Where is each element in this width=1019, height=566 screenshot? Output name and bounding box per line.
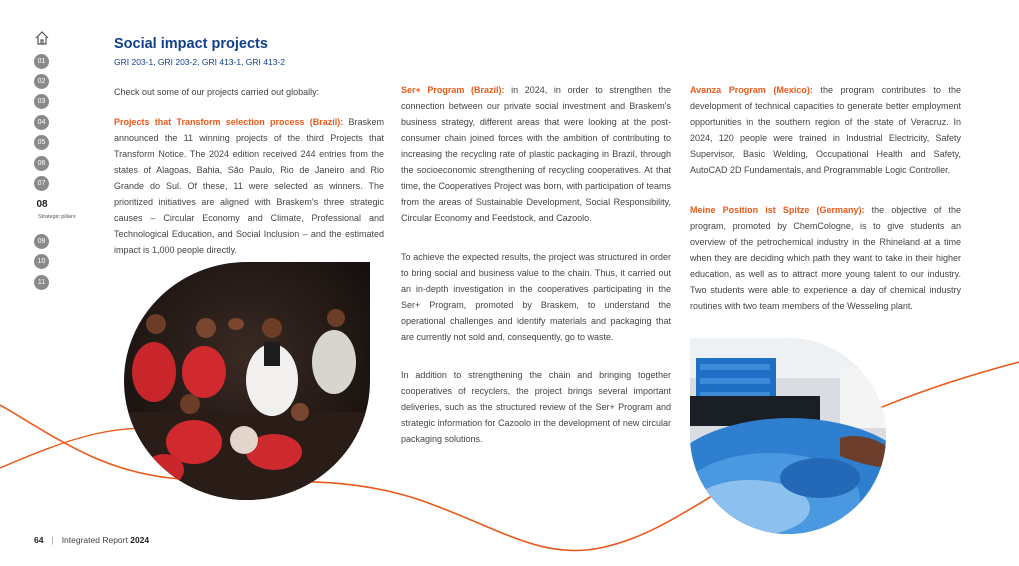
home-icon[interactable] — [34, 30, 50, 46]
nav-item-04[interactable]: 04 — [34, 115, 49, 130]
children-dancers-photo — [124, 262, 370, 500]
nav-item-10[interactable]: 10 — [34, 254, 49, 269]
expected-results-paragraph: To achieve the expected results, the project was structured in order to bring social and business value to the chain. Thus, it carried out an in-depth investigation in the cooperatives participating in the Ser+ Program, promoted by Braskem, to understand the operational challenges and identify materials and packaging that are currently not sold and, consequently, go to waste. — [401, 252, 671, 342]
meine-position-paragraph — [690, 202, 961, 314]
projects-that-transform-paragraph — [114, 114, 384, 258]
nav-item-08-active[interactable]: 08 — [36, 199, 48, 210]
nav-item-02[interactable]: 02 — [34, 74, 49, 89]
nav-item-03[interactable]: 03 — [34, 94, 49, 109]
intro-text: Check out some of our projects carried out globally: — [114, 87, 320, 97]
page-number: 64 — [34, 535, 44, 545]
nav-item-05[interactable]: 05 — [34, 135, 49, 150]
paragraph-heading: Ser+ Program (Brazil): — [401, 85, 505, 95]
paragraph-body: Braskem announced the 11 winning projects of the third Projects that Transform Notice. The 2024 edition received 244 entries from the states of Alagoas, Bahia, São Paulo, Rio de Janeiro and Rio Grande do Sul. Of these, 11 were selected as winners. The prioritized initiatives are aligned with Braskem's three strategic causes – Circular Economy and Climate, Professional and Technological Education, and Social Inclusion – and the estimated impact is 1,000 people directly. — [114, 117, 384, 255]
report-name: Integrated Report — [61, 535, 128, 545]
avanza-program-paragraph — [690, 82, 961, 178]
footer-separator: | — [51, 535, 54, 545]
nav-item-01[interactable]: 01 — [34, 54, 49, 69]
nav-item-08-sublabel: Strategic pillars — [38, 214, 76, 220]
recycled-plastic-photo — [690, 338, 886, 534]
nav-item-06[interactable]: 06 — [34, 156, 49, 171]
report-year: 2024 — [130, 535, 150, 545]
chain-strengthening-paragraph: In addition to strengthening the chain and bringing together cooperatives of recyclers, the project brings several important deliveries, such as the structured review of the Ser+ Program and strategic information for Cazoolo in the development of new circular packaging solutions. — [401, 370, 671, 444]
nav-item-09[interactable]: 09 — [34, 234, 49, 249]
ser-plus-program-paragraph — [401, 82, 671, 226]
gri-references: GRI 203-1, GRI 203-2, GRI 413-1, GRI 413-2 — [114, 57, 286, 67]
page-footer — [34, 535, 149, 545]
paragraph-heading: Projects that Transform selection process (Brazil): — [114, 117, 344, 127]
page-title: Social impact projects — [114, 36, 268, 52]
paragraph-body: in 2024, in order to strengthen the connection between our private social investment and Braskem's business strategy, different areas that were looking at the post-consumer chain joined forces with the ambition of contributing to increasing the recycling rate of plastic packaging in Brazil, through the socioeconomic strengthening of recycling cooperatives. At that time, the Cooperatives Project was born, with participation of teams from the areas of Sustainable Development, Social Responsibility, Circular Economy and Feedstock, and Cazoolo. — [401, 85, 671, 223]
paragraph-heading: Meine Position ist Spitze (Germany): — [690, 205, 865, 215]
paragraph-body: the objective of the program, promoted by ChemCologne, is to give students an overview of the petrochemical industry in the Rhineland at a time when they are deciding which path they want to take in their higher education, as well as to attract more young talent to our industry. Two students were able to experience a day of chemical industry routines with two team members of the Wesseling plant. — [690, 205, 961, 311]
paragraph-body: the program contributes to the development of technical capacities to generate better employment opportunities in the southern region of the state of Veracruz. In 2024, 120 people were trained in Industrial Electricity, Safety Supervisor, Basic Welding, Occupational Health and Safety, AutoCAD 2D Fundamentals, and Programmable Logic Controller. — [690, 85, 961, 175]
nav-item-07[interactable]: 07 — [34, 176, 49, 191]
nav-item-11[interactable]: 11 — [34, 275, 49, 290]
paragraph-heading: Avanza Program (Mexico): — [690, 85, 813, 95]
